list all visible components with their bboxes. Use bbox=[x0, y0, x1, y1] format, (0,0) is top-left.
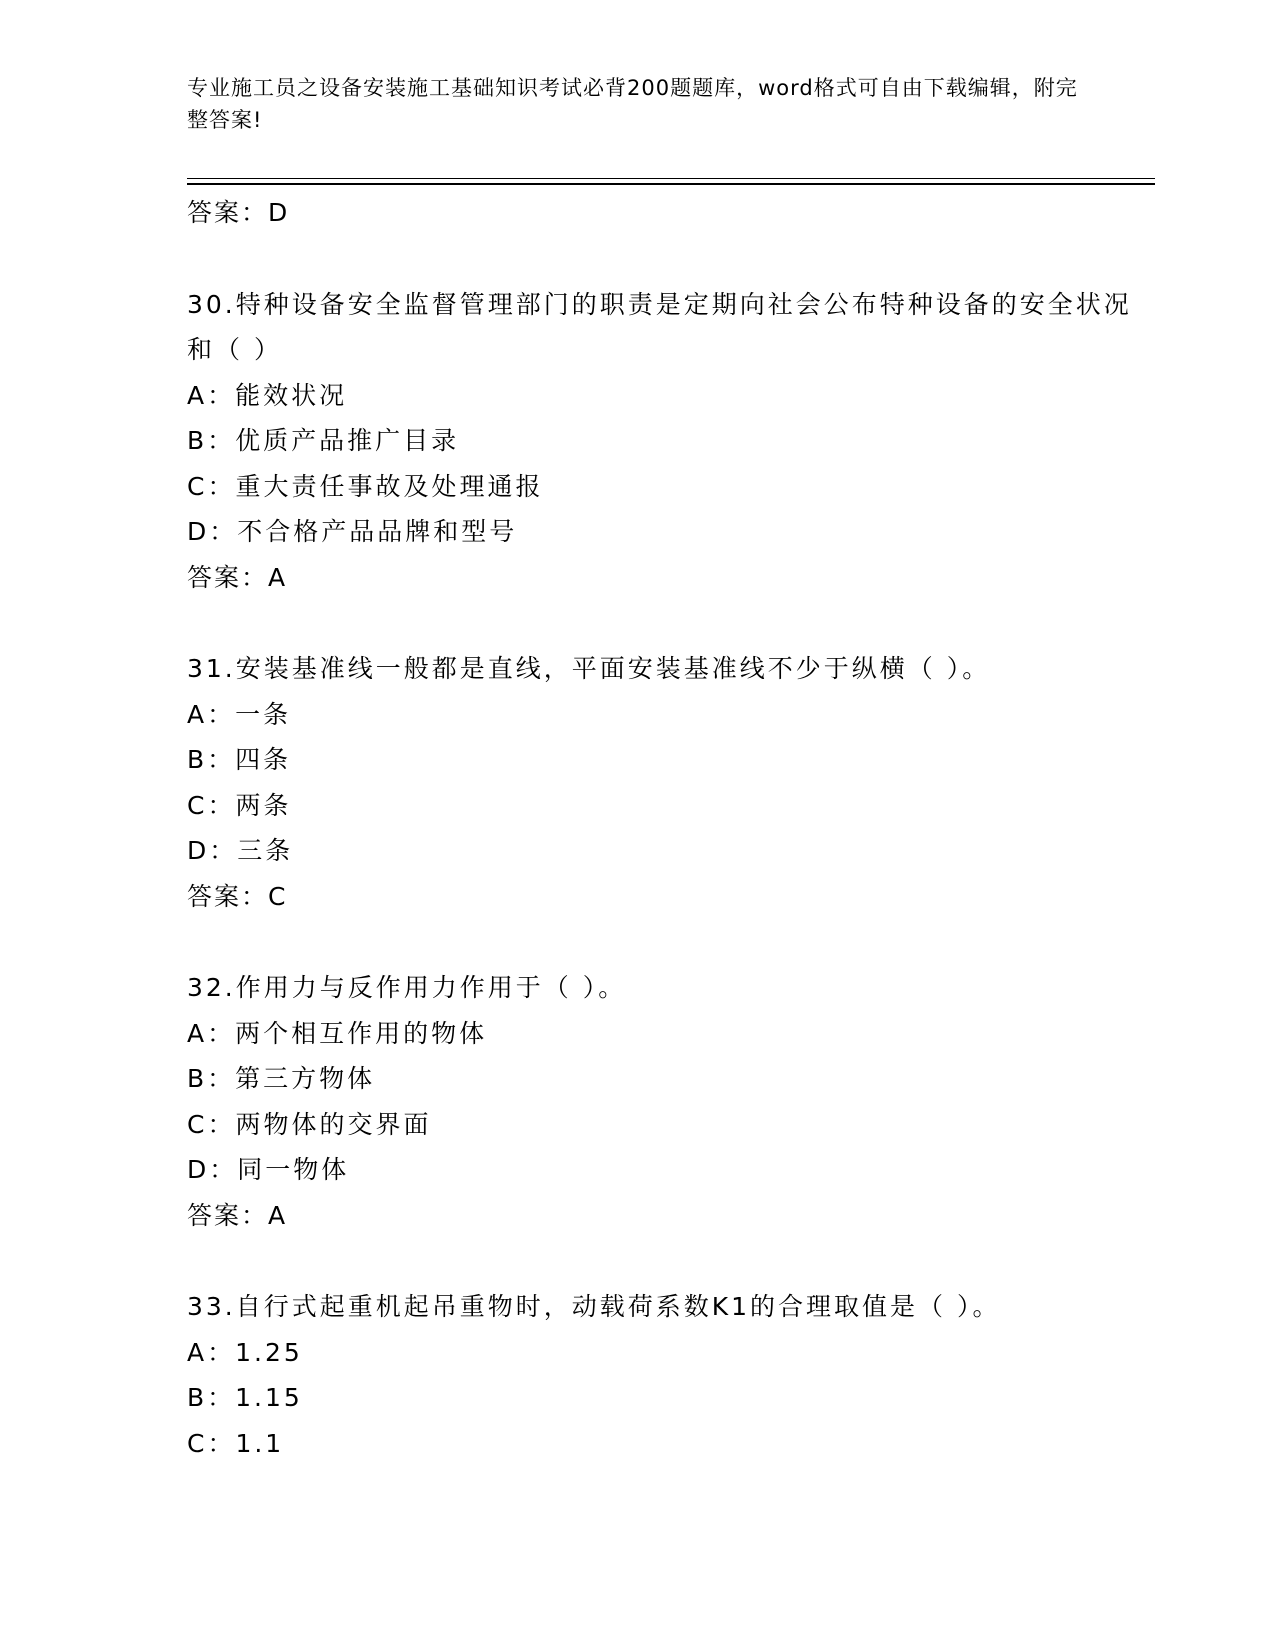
answer: 答案：A bbox=[187, 562, 288, 592]
option-c: C：1.1 bbox=[187, 1428, 285, 1458]
question-stem: 31.安装基准线一般都是直线，平面安装基准线不少于纵横（ ）。 bbox=[187, 654, 991, 683]
question-stem: 30.特种设备安全监督管理部门的职责是定期向社会公布特种设备的安全状况和（ ） bbox=[187, 289, 1132, 364]
option-a: A：一条 bbox=[187, 699, 292, 729]
document-header: 专业施工员之设备安装施工基础知识考试必背200题题库，word格式可自由下载编辑，附完整答案! bbox=[187, 76, 1078, 132]
option-c: C：两条 bbox=[187, 790, 292, 820]
question-list bbox=[187, 190, 1147, 1466]
option-a: A：1.25 bbox=[187, 1337, 303, 1367]
question-30 bbox=[187, 282, 1147, 601]
question-31 bbox=[187, 646, 1147, 919]
option-a: A：能效状况 bbox=[187, 380, 348, 410]
question-stem: 32.作用力与反作用力作用于（ ）。 bbox=[187, 973, 627, 1002]
option-b: B：优质产品推广目录 bbox=[187, 426, 460, 455]
question-33 bbox=[187, 1284, 1147, 1466]
option-b: B：四条 bbox=[187, 745, 292, 774]
answer: 答案：A bbox=[187, 1200, 288, 1230]
option-c: C：两物体的交界面 bbox=[187, 1109, 432, 1139]
header-divider-thin bbox=[187, 178, 1155, 179]
option-c: C：重大责任事故及处理通报 bbox=[187, 471, 544, 501]
question-32 bbox=[187, 965, 1147, 1238]
option-d: D：不合格产品品牌和型号 bbox=[187, 517, 518, 546]
option-a: A：两个相互作用的物体 bbox=[187, 1018, 488, 1048]
previous-answer: 答案：D bbox=[187, 198, 290, 227]
option-d: D：同一物体 bbox=[187, 1155, 350, 1184]
option-d: D：三条 bbox=[187, 836, 294, 865]
header-divider-thick bbox=[187, 183, 1155, 185]
option-b: B：第三方物体 bbox=[187, 1064, 376, 1093]
question-stem: 33.自行式起重机起吊重物时，动载荷系数K1的合理取值是（ ）。 bbox=[187, 1292, 1001, 1321]
option-b: B：1.15 bbox=[187, 1383, 303, 1412]
answer: 答案：C bbox=[187, 881, 288, 911]
